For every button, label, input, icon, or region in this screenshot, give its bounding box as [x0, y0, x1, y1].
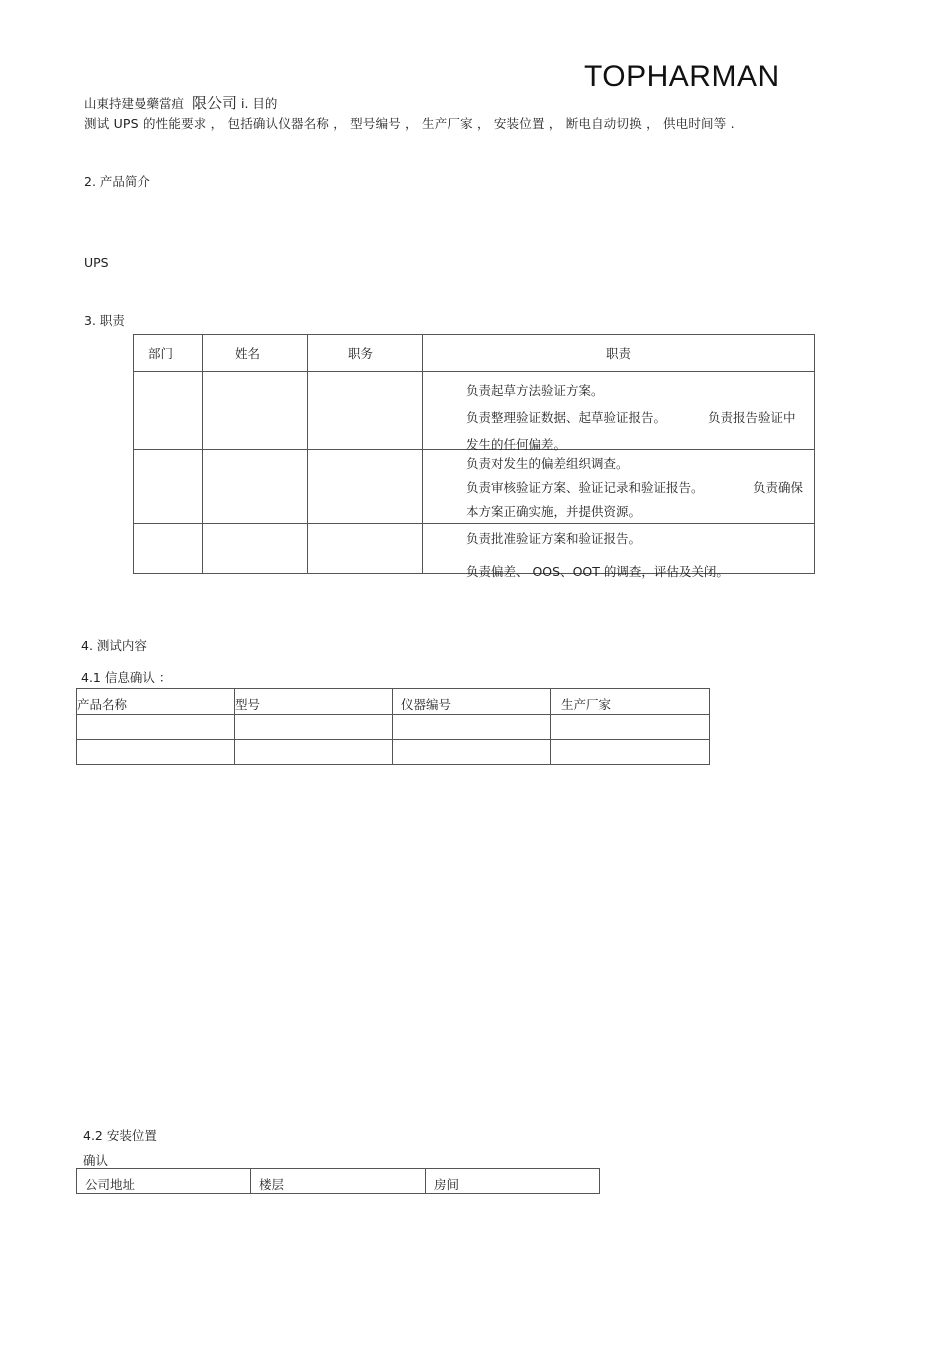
column-header-position: 职务	[308, 335, 423, 372]
duty-line: 负责确保	[753, 480, 804, 495]
company-name: 山東持建曼藥當疽	[84, 96, 185, 111]
location-table-header-row	[77, 1169, 600, 1194]
column-header-duty: 职责	[423, 335, 815, 372]
table-row	[77, 715, 710, 740]
duty-line: 负责偏差、 OOS、OOT 的调查，评估及关闭。	[466, 564, 729, 579]
purpose-text: 测试 UPS 的性能要求 ， 包括确认仪器名称 ， 型号编号 ， 生产厂家 ， 安装位置 ， 断电自动切换 ， 供电时间等 .	[84, 116, 735, 131]
column-header-room: 房间	[426, 1169, 600, 1194]
duty-line: 本方案正确实施，并提供资源。	[466, 504, 642, 519]
section-3-heading: 3. 职责	[84, 313, 125, 328]
column-header-name: 姓名	[203, 335, 308, 372]
section-4-2-heading: 4.2 安装位置	[83, 1128, 157, 1143]
duty-line: 发生的任何偏差。	[466, 437, 567, 452]
column-header-instrument-number: 仪器编号	[393, 689, 551, 715]
column-header-manufacturer: 生产厂家	[551, 689, 710, 715]
column-header-company-address: 公司地址	[77, 1169, 251, 1194]
duty-line: 负责起草方法验证方案。	[466, 383, 604, 398]
location-table	[76, 1168, 600, 1194]
column-header-floor: 楼层	[251, 1169, 426, 1194]
column-header-product-name: 产品名称	[77, 689, 235, 715]
purpose-heading: i. 目的	[241, 96, 278, 111]
column-header-model: 型号	[235, 689, 393, 715]
section-2-heading: 2. 产品简介	[84, 174, 150, 189]
column-header-department: 部门	[134, 335, 203, 372]
table-row	[77, 740, 710, 765]
company-line	[84, 92, 277, 113]
duty-table-header-row	[134, 335, 815, 372]
company-suffix: 限公司	[192, 94, 238, 112]
duty-line: 负责整理验证数据、起草验证报告。	[466, 410, 667, 425]
company-logo-text: TOPHARMAN	[584, 60, 780, 93]
duty-line: 负责报告验证中	[708, 410, 796, 425]
section-4-2-heading-cont: 确认	[83, 1153, 109, 1168]
duty-line: 负责对发生的偏差组织调查。	[466, 456, 629, 471]
duty-line: 负责审核验证方案、验证记录和验证报告。	[466, 480, 704, 495]
info-table	[76, 688, 710, 765]
info-table-header-row	[77, 689, 710, 715]
section-4-1-heading: 4.1 信息确认 ：	[81, 670, 172, 685]
duty-line: 负责批准验证方案和验证报告。	[466, 531, 642, 546]
section-2-body: UPS	[84, 255, 109, 270]
section-4-heading: 4. 测试内容	[81, 638, 147, 653]
